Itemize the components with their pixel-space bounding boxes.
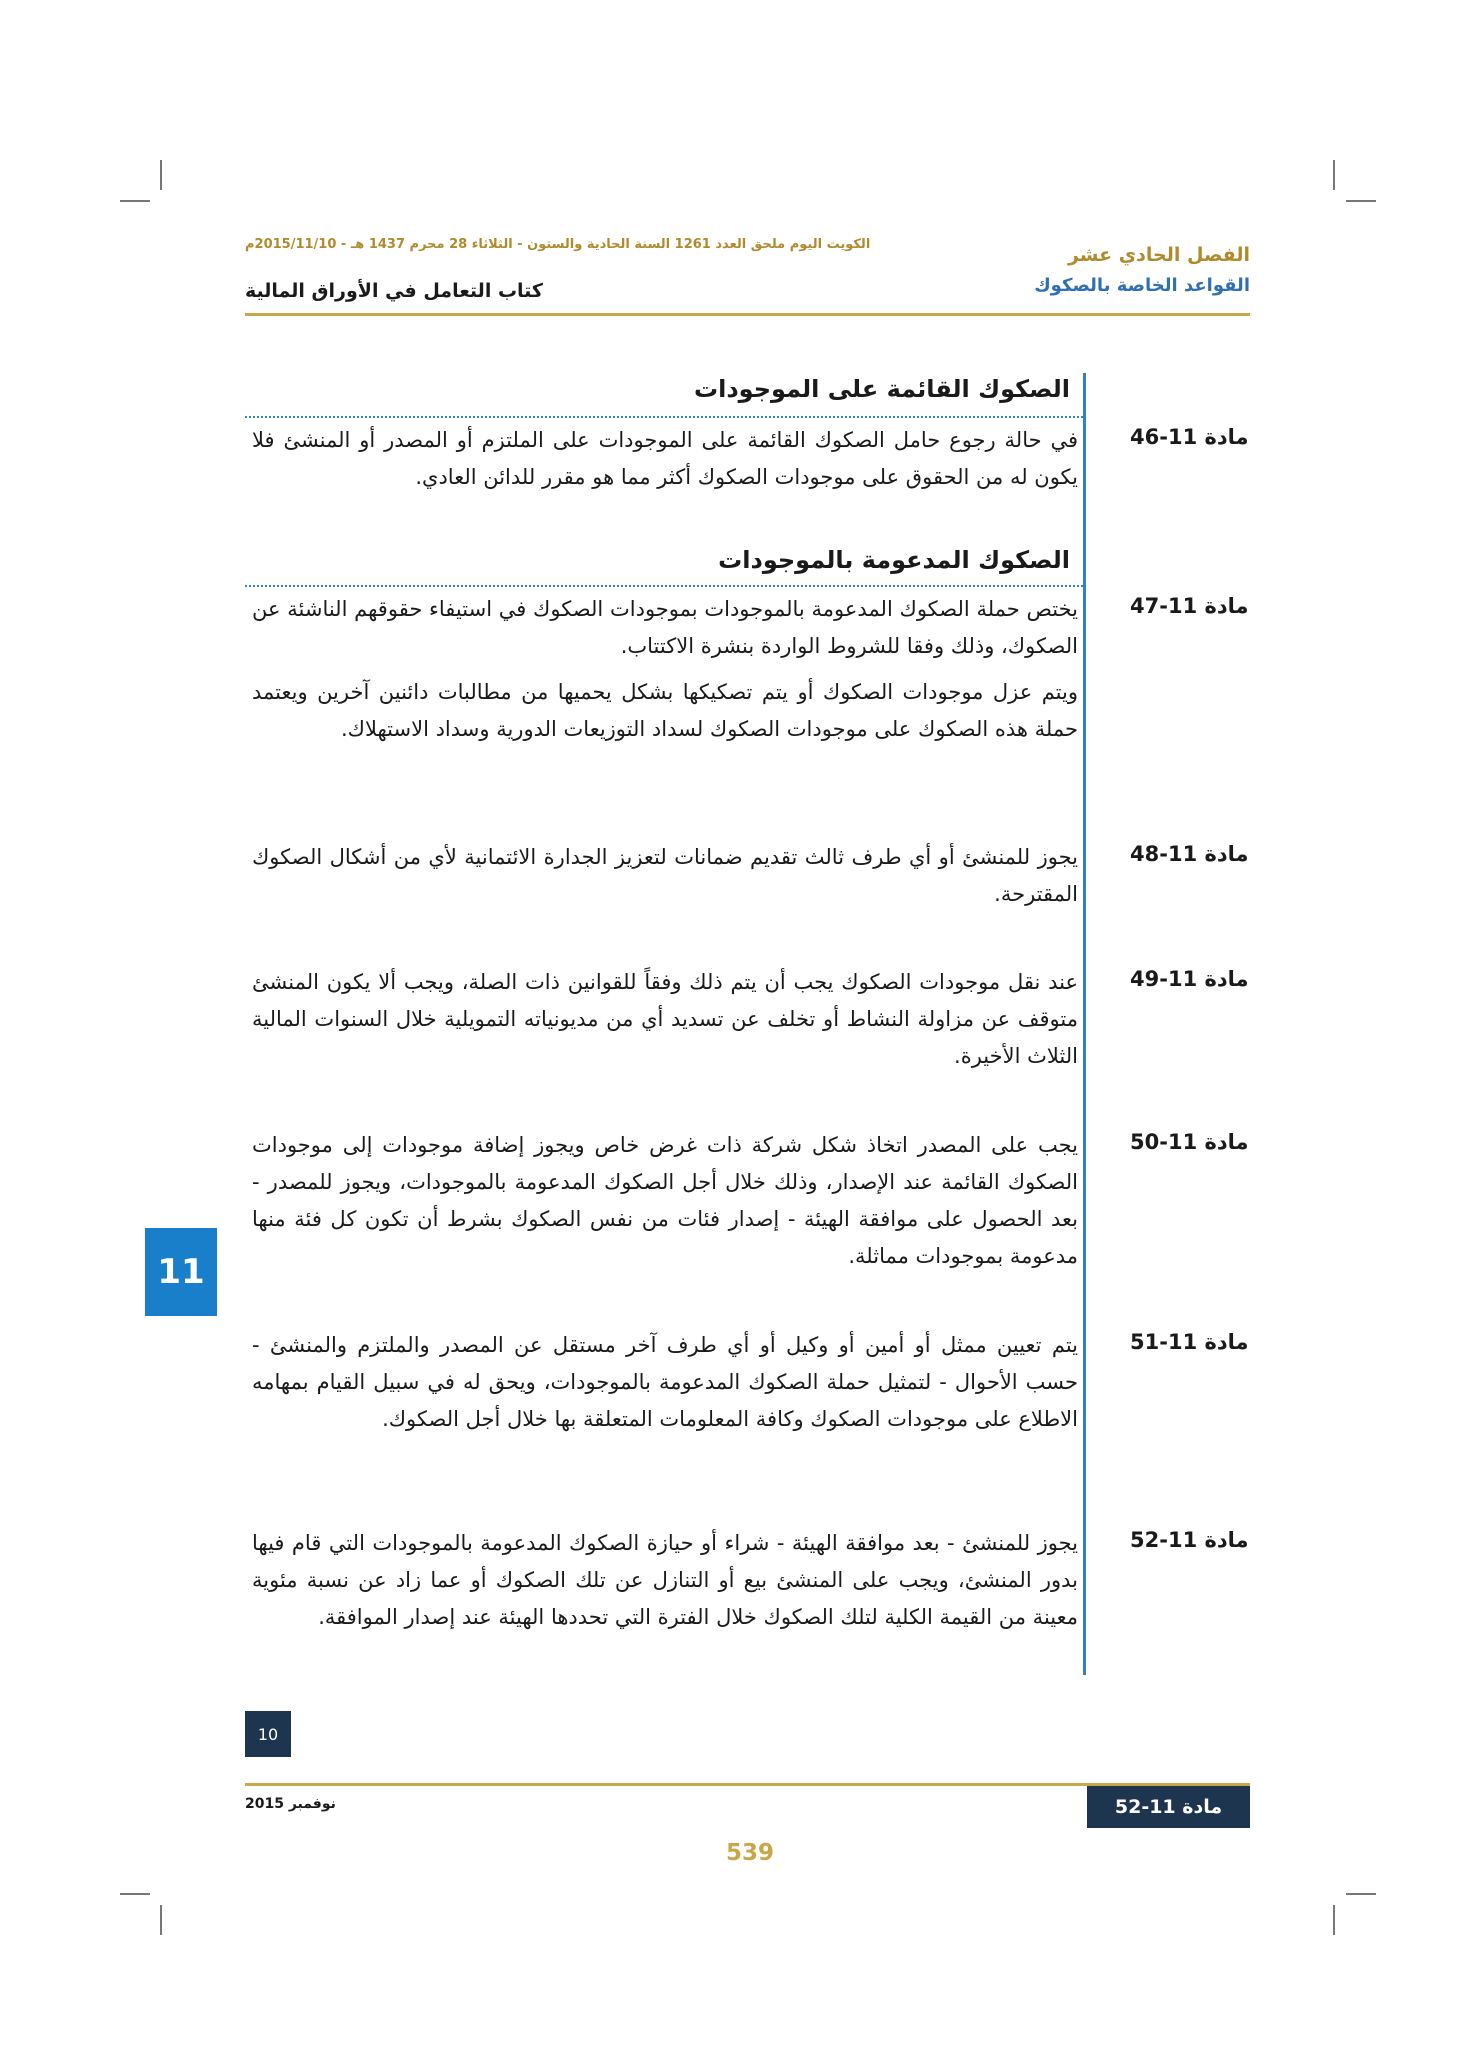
article-label: مادة 11-47 [1130, 594, 1249, 618]
article-paragraph: في حالة رجوع حامل الصكوك القائمة على الموجودات على الملتزم أو المصدر أو المنشئ فلا يكون له من الحقوق على موجودات الصكوك أكثر مما هو مقرر للدائن العادي. [252, 428, 1078, 489]
article-paragraph: عند نقل موجودات الصكوك يجب أن يتم ذلك وفقاً للقوانين ذات الصلة، ويجب ألا يكون المنشئ متوقف عن مزاولة النشاط أو تخلف عن تسديد أي من مديونياته التمويلية خلال السنوات المالية الثلاث الأخيرة. [252, 970, 1078, 1068]
article-label: مادة 11-52 [1130, 1528, 1249, 1552]
article-text [252, 1127, 1078, 1275]
article-label: مادة 11-49 [1130, 967, 1249, 991]
article-paragraph: ويتم عزل موجودات الصكوك أو يتم تصكيكها بشكل يحميها من مطالبات دائنين آخرين ويعتمد حملة هذه الصكوك على موجودات الصكوك لسداد التوزيعات الدورية وسداد الاستهلاك. [252, 680, 1078, 741]
article-label: مادة 11-51 [1130, 1330, 1249, 1354]
article-paragraph: يتم تعيين ممثل أو أمين أو وكيل أو أي طرف آخر مستقل عن المصدر والملتزم والمنشئ - حسب الأحوال - لتمثيل حملة الصكوك المدعومة بالموجودات، ويحق له في سبيل القيام بمهامه الاطلاع على موجودات الصكوك وكافة المعلومات المتعلقة بها خلال أجل الصكوك. [252, 1333, 1078, 1431]
chapter-side-tab: 11 [145, 1228, 217, 1316]
content-rule [1083, 373, 1086, 1675]
article-paragraph: يجب على المصدر اتخاذ شكل شركة ذات غرض خاص ويجوز إضافة موجودات إلى موجودات الصكوك القائمة عند الإصدار، وذلك خلال أجل الصكوك المدعومة بالموجودات، ويجوز للمصدر - بعد الحصول على موافقة الهيئة - إصدار فئات من نفس الصكوك بشرط أن تكون كل فئة منها مدعومة بموجودات مماثلة. [252, 1133, 1078, 1268]
article-text [252, 839, 1078, 913]
footer-date: نوفمبر 2015 [245, 1796, 336, 1812]
article-text [252, 1525, 1078, 1636]
crop-mark-br-v [1333, 1905, 1335, 1935]
article-paragraph: يختص حملة الصكوك المدعومة بالموجودات بموجودات الصكوك في استيفاء حقوقهم الناشئة عن الصكوك، وذلك وفقا للشروط الواردة بنشرة الاكتتاب. [252, 597, 1078, 658]
crop-mark-br-h [1346, 1893, 1376, 1895]
section-divider [245, 585, 1083, 587]
crop-mark-tr-v [1333, 160, 1335, 190]
article-text [252, 964, 1078, 1075]
header-rule [245, 313, 1250, 316]
subchapter-title: القواعد الخاصة بالصكوك [1034, 275, 1250, 296]
section-title-asset-based: الصكوك القائمة على الموجودات [694, 375, 1070, 403]
section-divider [245, 416, 1083, 418]
article-label: مادة 11-48 [1130, 842, 1249, 866]
section-title-asset-backed: الصكوك المدعومة بالموجودات [718, 546, 1070, 574]
article-text [252, 422, 1078, 496]
article-label: مادة 11-50 [1130, 1130, 1249, 1154]
crop-mark-bl-v [160, 1905, 162, 1935]
crop-mark-bl-h [120, 1893, 150, 1895]
article-text [252, 1327, 1078, 1438]
article-paragraph: يجوز للمنشئ - بعد موافقة الهيئة - شراء أو حيازة الصكوك المدعومة بالموجودات التي قام فيها بدور المنشئ، ويجب على المنشئ بيع أو التنازل عن تلك الصكوك أو عما زاد عن نسبة مئوية معينة من القيمة الكلية لتلك الصكوك خلال الفترة التي تحددها الهيئة عند إصدار الموافقة. [252, 1531, 1078, 1629]
article-text [252, 591, 1078, 748]
crop-mark-tl-v [160, 160, 162, 190]
crop-mark-tl-h [120, 200, 150, 202]
gazette-line: الكويت اليوم ملحق العدد 1261 السنة الحادية والستون - الثلاثاء 28 محرم 1437 هـ - 2015/11/10م [245, 237, 871, 252]
page-number: 539 [725, 1840, 774, 1866]
book-title: كتاب التعامل في الأوراق المالية [245, 280, 543, 302]
article-label: مادة 11-46 [1130, 425, 1249, 449]
page-box: 10 [245, 1711, 291, 1757]
chapter-title: الفصل الحادي عشر [1067, 244, 1250, 266]
article-paragraph: يجوز للمنشئ أو أي طرف ثالث تقديم ضمانات لتعزيز الجدارة الائتمانية لأي من أشكال الصكوك المقترحة. [252, 845, 1078, 906]
crop-mark-tr-h [1346, 200, 1376, 202]
footer-article-range: مادة 11-52 [1087, 1786, 1250, 1828]
